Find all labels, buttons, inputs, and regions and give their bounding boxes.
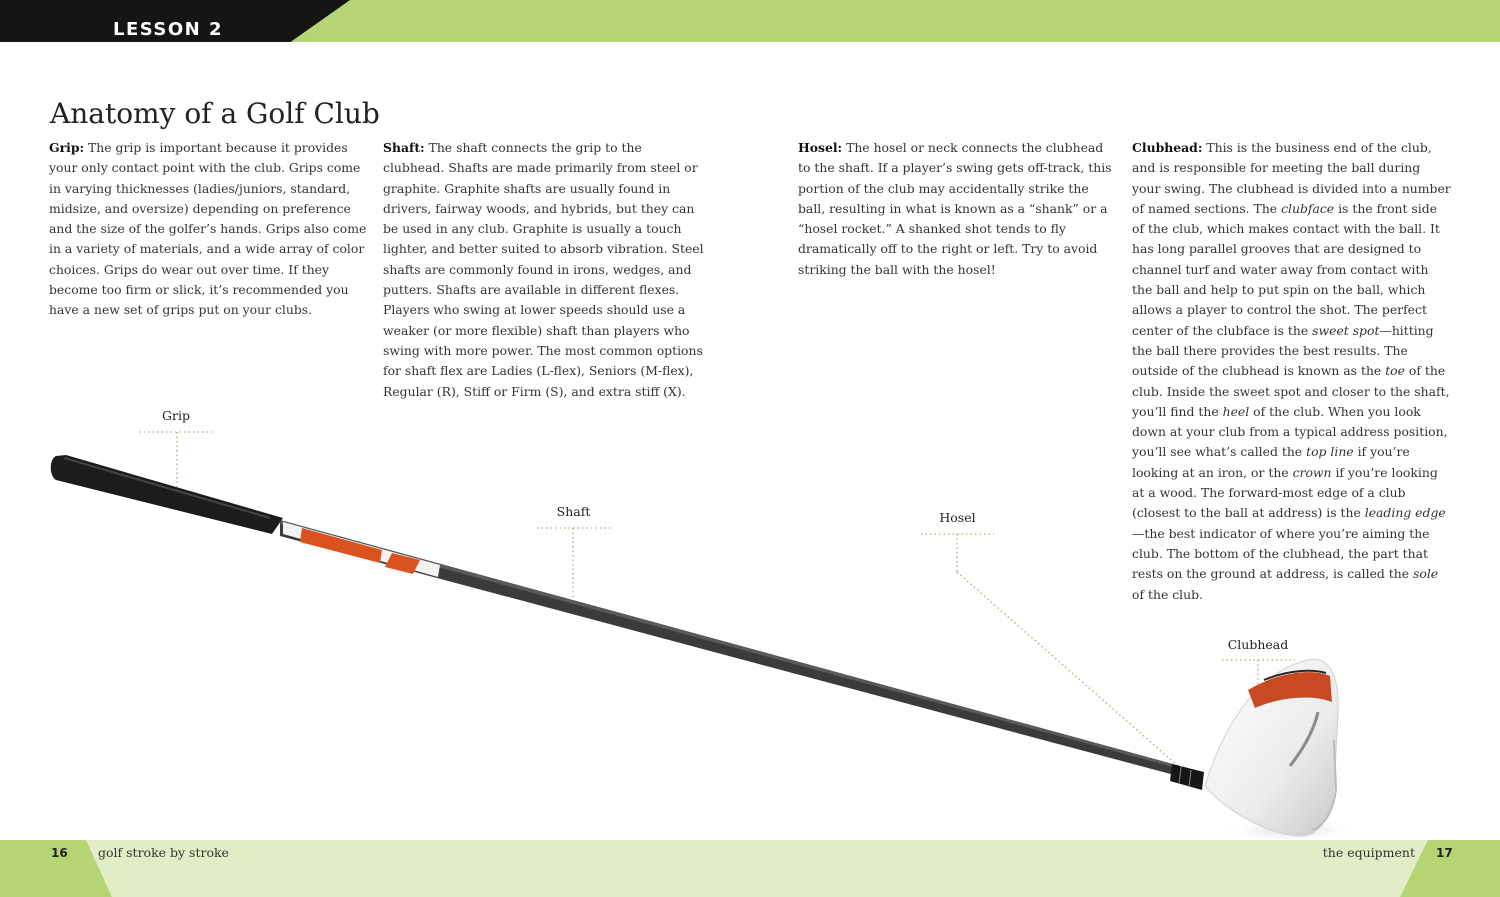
clubhead-callout: Clubhead	[1227, 637, 1289, 652]
hosel	[1170, 764, 1204, 790]
clubhead-term-italic: top line	[1306, 444, 1354, 460]
clubhead-text: is the front side of the club, which makes contact with the ball. It has long parallel grooves that are designed to channel turf and water away from contact with the ball and help to put spin on the ball, which allows a player to control the shot. The perfect center of the clubface is the	[1132, 200, 1440, 338]
shaft-decal	[283, 522, 440, 577]
clubhead-term: Clubhead:	[1132, 140, 1203, 155]
right-running-title: the equipment	[1322, 845, 1415, 860]
clubhead-text: —the best indicator of where you’re aiming the club. The bottom of the clubhead, the part that rests on the ground at address, is called the	[1132, 525, 1430, 582]
shaft-term: Shaft:	[383, 140, 425, 155]
right-page-number: 17	[1436, 846, 1453, 860]
clubhead-text: of the club. Inside the sweet spot and closer to the shaft, you’ll find the	[1132, 363, 1450, 419]
clubhead-text: This is the business end of the club, and is responsible for meeting the ball during your swing. The clubhead is divided into a number of named sections. The	[1132, 140, 1451, 216]
clubhead-term-italic: sweet spot	[1312, 322, 1380, 338]
clubhead-term-italic: crown	[1292, 464, 1332, 480]
hosel-term: Hosel:	[798, 140, 843, 155]
clubhead-text: if you’re looking at an iron, or the	[1132, 444, 1410, 480]
hosel-text: The hosel or neck connects the clubhead to the shaft. If a player’s swing gets off-track, this portion of the club may accidentally strike the ball, resulting in what is known as a “shank” or a “hosel rocket.” A shanked shot tends to fly dramatically off to the right or left. Try to avoid striking the ball with the hosel!	[798, 140, 1112, 277]
grip-text: The grip is important because it provides your only contact point with the club. Grips come in varying thicknesses (ladies/juniors, standard, midsize, and oversize) depending on preference and the size of the golfer’s hands. Grips also come in a variety of materials, and a wide array of color choices. Grips do wear out over time. If they become too firm or slick, it’s recommended you have a new set of grips put on your clubs.	[49, 140, 367, 318]
hosel-callout: Hosel	[939, 510, 976, 525]
lesson-label: LESSON 2	[113, 19, 224, 40]
shaft-callout: Shaft	[556, 504, 591, 519]
clubhead-term-italic: leading edge	[1364, 505, 1446, 521]
page-title: Anatomy of a Golf Club	[50, 97, 380, 130]
clubhead	[1205, 659, 1360, 842]
clubhead-text: if you’re looking at a wood. The forward-most edge of a club (closest to the ball at address) is the	[1132, 464, 1438, 521]
clubhead-text: —hitting the ball there provides the best results. The outside of the clubhead is known as the	[1132, 322, 1434, 379]
left-page-number: 16	[51, 846, 68, 860]
clubhead-text: of the club. When you look down at your club from a typical address position, you’ll see what’s called the	[1132, 403, 1448, 460]
clubhead-term-italic: sole	[1413, 566, 1439, 582]
grip	[51, 455, 283, 534]
callout-leaders	[139, 432, 1295, 766]
grip-term: Grip:	[49, 140, 85, 155]
left-running-title: golf stroke by stroke	[98, 845, 229, 860]
clubhead-text: of the club.	[1132, 586, 1203, 602]
shaft-text: The shaft connects the grip to the clubhead. Shafts are made primarily from steel or graphite. Graphite shafts are usually found in drivers, fairway woods, and hybrids, but they can be used in any club. Graphite is usually a touch lighter, and better suited to absorb vibration. Steel shafts are commonly found in irons, wedges, and putters. Shafts are available in different flexes. Players who swing at lower speeds should use a weaker (or more flexible) shaft than players who swing with more power. The most common options for shaft flex are Ladies (L-flex), Seniors (M-flex), Regular (R), Stiff or Firm (S), and extra stiff (X).	[383, 140, 704, 399]
clubhead-term-italic: clubface	[1281, 200, 1335, 216]
clubhead-term-italic: heel	[1222, 403, 1250, 419]
clubhead-term-italic: toe	[1385, 363, 1405, 379]
grip-callout: Grip	[162, 408, 190, 423]
